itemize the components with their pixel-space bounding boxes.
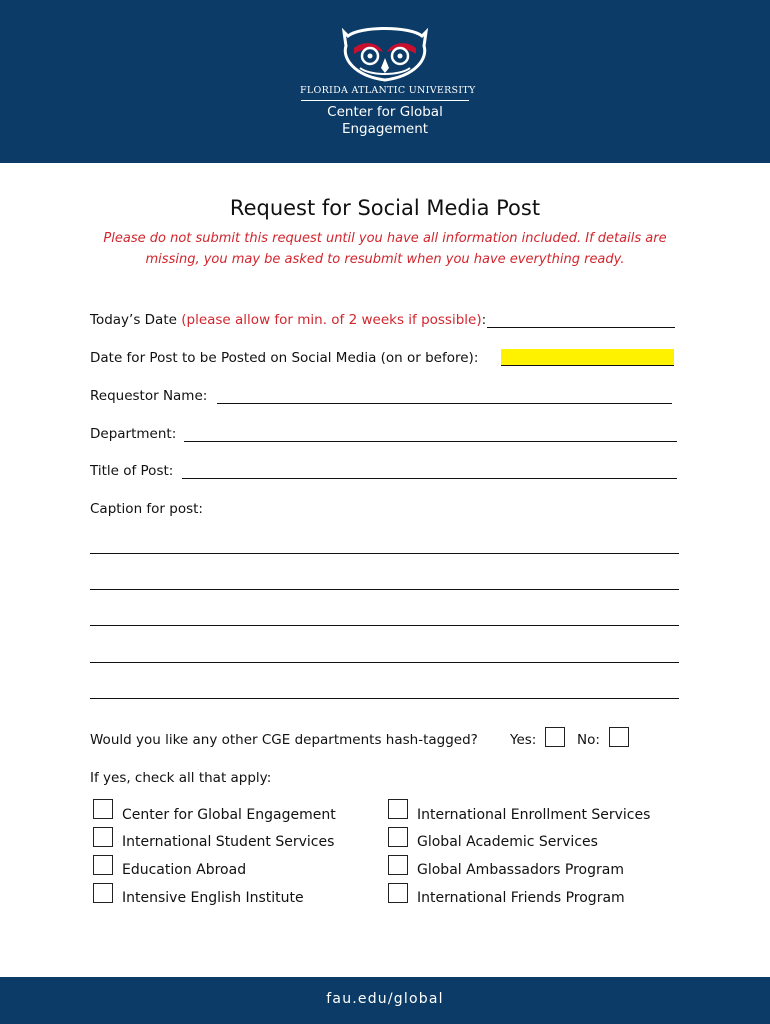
checkbox-global-academic-services[interactable] bbox=[388, 827, 408, 847]
requestor-name-field[interactable] bbox=[217, 403, 672, 404]
checkbox-international-enrollment-services[interactable] bbox=[388, 799, 408, 819]
option-international-student-services: International Student Services bbox=[122, 834, 335, 850]
university-name: FLORIDA ATLANTIC UNIVERSITY bbox=[300, 85, 476, 96]
todays-date-label-text: Today’s Date bbox=[90, 312, 177, 328]
post-date-highlight bbox=[501, 349, 674, 365]
todays-date-hint: (please allow for min. of 2 weeks if possible) bbox=[181, 312, 482, 328]
option-global-academic-services: Global Academic Services bbox=[417, 834, 598, 850]
no-label: No: bbox=[577, 732, 600, 748]
header-banner bbox=[0, 0, 770, 163]
post-date-label: Date for Post to be Posted on Social Media (on or before): bbox=[90, 350, 479, 366]
post-date-field[interactable] bbox=[501, 365, 674, 366]
checkbox-center-for-global-engagement[interactable] bbox=[93, 799, 113, 819]
checkbox-international-student-services[interactable] bbox=[93, 827, 113, 847]
department-field[interactable] bbox=[184, 441, 677, 442]
yes-label: Yes: bbox=[510, 732, 537, 748]
requestor-name-label: Requestor Name: bbox=[90, 388, 208, 404]
hashtag-question: Would you like any other CGE departments hash-tagged? bbox=[90, 732, 478, 748]
checkbox-intensive-english-institute[interactable] bbox=[93, 883, 113, 903]
yes-checkbox[interactable] bbox=[545, 727, 565, 747]
owl-logo-icon bbox=[340, 26, 430, 82]
caption-line-2[interactable] bbox=[90, 589, 679, 590]
footer-banner bbox=[0, 977, 770, 1024]
form-title: Request for Social Media Post bbox=[229, 196, 541, 220]
caption-line-3[interactable] bbox=[90, 625, 679, 626]
post-title-field[interactable] bbox=[182, 478, 677, 479]
center-name-line1: Center for Global bbox=[327, 104, 443, 120]
caption-label: Caption for post: bbox=[90, 501, 203, 517]
checkbox-international-friends-program[interactable] bbox=[388, 883, 408, 903]
todays-date-field[interactable] bbox=[487, 327, 675, 328]
department-label: Department: bbox=[90, 426, 177, 442]
option-center-for-global-engagement: Center for Global Engagement bbox=[122, 807, 336, 823]
option-international-enrollment-services: International Enrollment Services bbox=[417, 807, 651, 823]
footer-url: fau.edu/global bbox=[326, 991, 444, 1007]
option-education-abroad: Education Abroad bbox=[122, 862, 247, 878]
option-global-ambassadors-program: Global Ambassadors Program bbox=[417, 862, 624, 878]
logo-divider bbox=[301, 100, 469, 101]
option-intensive-english-institute: Intensive English Institute bbox=[122, 890, 304, 906]
todays-date-colon: : bbox=[481, 312, 487, 328]
center-name-line2: Engagement bbox=[341, 121, 429, 137]
caption-line-4[interactable] bbox=[90, 662, 679, 663]
todays-date-label bbox=[90, 312, 486, 328]
form-instructions: Please do not submit this request until you have all information included. If details are missing, you may be asked to resubmit when you have everything ready. bbox=[103, 231, 667, 267]
checkbox-education-abroad[interactable] bbox=[93, 855, 113, 875]
post-title-label: Title of Post: bbox=[90, 463, 174, 479]
option-international-friends-program: International Friends Program bbox=[417, 890, 625, 906]
center-name bbox=[300, 104, 470, 138]
caption-line-1[interactable] bbox=[90, 553, 679, 554]
checkbox-global-ambassadors-program[interactable] bbox=[388, 855, 408, 875]
caption-line-5[interactable] bbox=[90, 698, 679, 699]
if-yes-label: If yes, check all that apply: bbox=[90, 770, 272, 786]
no-checkbox[interactable] bbox=[609, 727, 629, 747]
